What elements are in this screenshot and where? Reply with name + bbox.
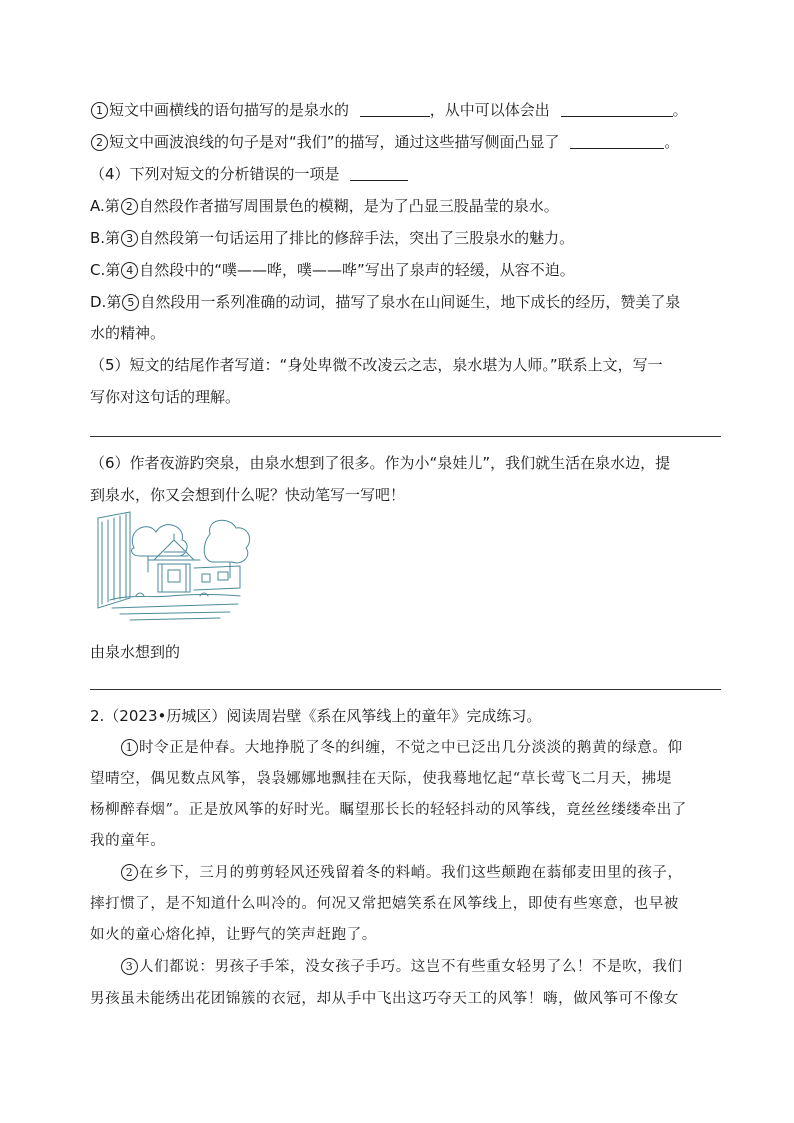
passage-line: 如火的童心熔化掉，让野气的笑声赶跑了。 <box>90 927 377 943</box>
pavilion-illustration <box>90 508 256 626</box>
option-prefix: C.第 <box>90 261 121 279</box>
q4-option-c[interactable] <box>90 259 575 281</box>
q5-line1: （5）短文的结尾作者写道：“身处卑微不改凌云之志，泉水堪为人师。”联系上文，写一 <box>90 356 663 374</box>
q3-item2-text-b: 。 <box>664 133 680 151</box>
circled-number: 2 <box>91 134 108 151</box>
circled-number: 3 <box>121 230 138 247</box>
q4-stem-text: （4）下列对短文的分析错误的一项是 <box>90 165 340 183</box>
answer-blank[interactable] <box>350 165 408 181</box>
answer-blank[interactable] <box>570 133 664 149</box>
answer-line[interactable] <box>90 689 721 690</box>
option-text: 自然段中的“噗——哗，噗——哗”写出了泉声的轻缓，从容不迫。 <box>139 261 575 279</box>
passage-text: 时令正是仲春。大地挣脱了冬的纠缠，不觉之中已泛出几分淡淡的鹅黄的绿意。仰 <box>139 740 683 756</box>
circled-number: 1 <box>121 739 138 756</box>
passage-line <box>120 862 683 884</box>
passage-line: 摔打惯了，是不知道什么叫冷的。何况又常把嬉笑系在风筝线上，即使有些寒意，也早被 <box>90 896 679 912</box>
q2-header: 2.（2023•历城区）阅读周岩壁《系在风筝线上的童年》完成练习。 <box>90 707 542 725</box>
option-text: 自然段第一句话运用了排比的修辞手法，突出了三股泉水的魅力。 <box>139 229 575 247</box>
option-prefix: B.第 <box>90 229 121 247</box>
passage-line <box>120 737 683 759</box>
q3-item1-text-c: 。 <box>672 101 688 119</box>
q4-stem <box>90 163 408 185</box>
q4-option-b[interactable] <box>90 227 574 249</box>
circled-number: 4 <box>121 262 138 279</box>
circled-number: 5 <box>122 294 139 311</box>
passage-line: 我的童年。 <box>90 833 166 849</box>
q4-option-d-cont: 水的精神。 <box>90 324 166 342</box>
option-text: 自然段用一系列准确的动词，描写了泉水在山间诞生，地下成长的经历，赞美了泉 <box>140 293 681 311</box>
q6-caption: 由泉水想到的 <box>90 643 181 661</box>
q3-item1-text-b: ，从中可以体会出 <box>429 101 550 119</box>
circled-number: 2 <box>121 864 138 881</box>
q5-line2: 写你对这句话的理解。 <box>90 388 241 406</box>
option-text: 自然段作者描写周围景色的模糊，是为了凸显三股晶莹的泉水。 <box>138 197 559 215</box>
option-prefix: D.第 <box>90 293 122 311</box>
passage-line: 望晴空，偶见数点风筝，袅袅娜娜地飘挂在天际，使我蓦地忆起“草长莺飞二月天，拂堤 <box>90 771 672 787</box>
q4-option-a[interactable] <box>90 195 559 217</box>
answer-line[interactable] <box>90 436 721 437</box>
option-prefix: A.第 <box>90 197 120 215</box>
passage-text: 在乡下，三月的剪剪轻风还残留着冬的料峭。我们这些颠跑在蓊郁麦田里的孩子， <box>139 865 683 881</box>
q3-item2 <box>90 131 679 153</box>
circled-number: 3 <box>121 958 138 975</box>
passage-line: 男孩虽未能绣出花团锦簇的衣冠，却从手中飞出这巧夺天工的风筝！嗨，做风筝可不像女 <box>90 991 679 1007</box>
circled-number: 1 <box>91 102 108 119</box>
q6-line2: 到泉水，你又会想到什么呢？快动笔写一写吧！ <box>90 486 406 504</box>
q3-item1 <box>90 99 688 121</box>
q3-item1-text-a: 短文中画横线的语句描写的是泉水的 <box>109 101 350 119</box>
answer-blank[interactable] <box>561 101 673 117</box>
passage-line: 杨柳醉春烟”。正是放风筝的好时光。瞩望那长长的轻轻抖动的风筝线，竟丝丝缕缕牵出了 <box>90 802 687 818</box>
q6-line1: （6）作者夜游趵突泉，由泉水想到了很多。作为小“泉娃儿”，我们就生活在泉水边，提 <box>90 454 671 472</box>
q3-item2-text-a: 短文中画波浪线的句子是对“我们”的描写，通过这些描写侧面凸显了 <box>109 133 560 151</box>
passage-line <box>120 956 683 978</box>
answer-blank[interactable] <box>360 101 430 117</box>
passage-text: 人们都说：男孩子手笨，没女孩子手巧。这岂不有些重女轻男了么！不是吹，我们 <box>139 959 683 975</box>
q4-option-d[interactable] <box>90 291 680 313</box>
circled-number: 2 <box>121 198 138 215</box>
